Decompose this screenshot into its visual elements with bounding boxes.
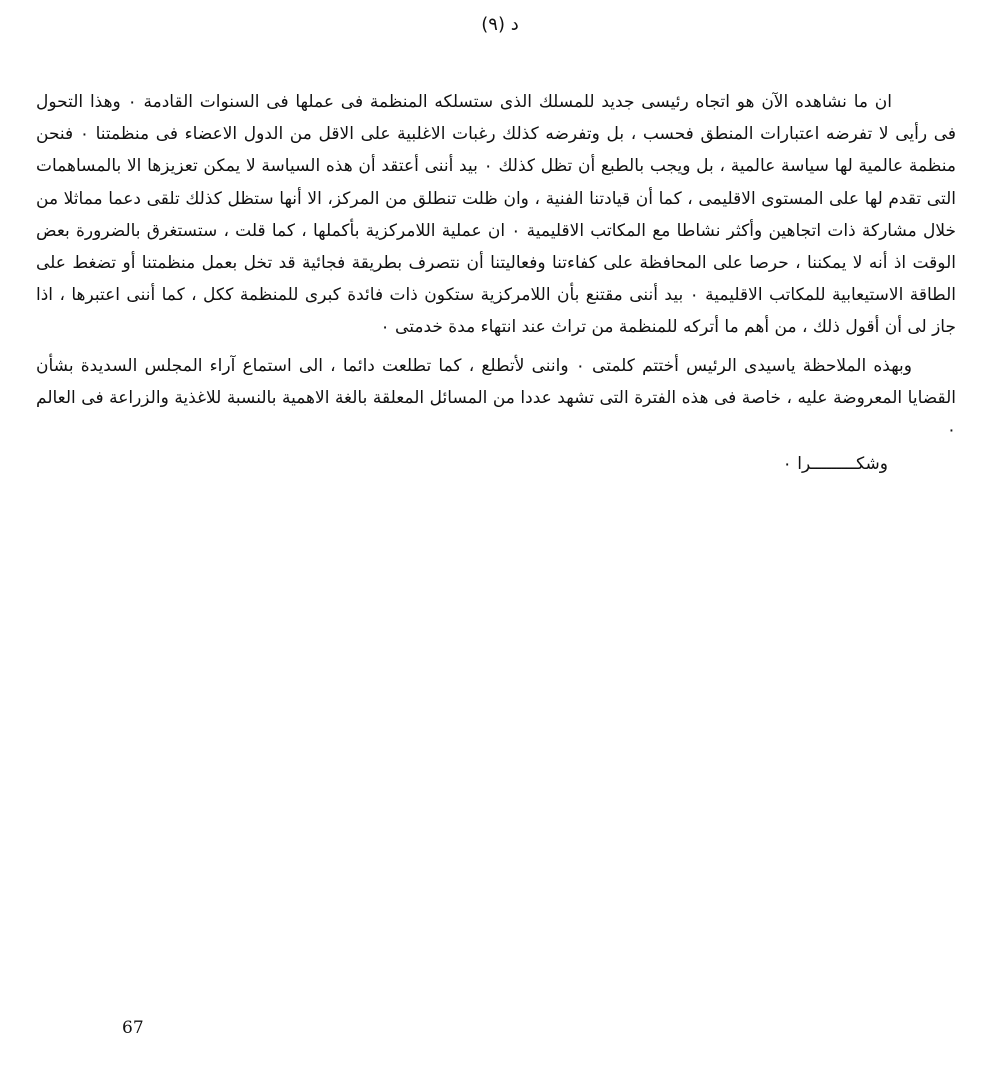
closing-thanks: وشكـــــــــرا ٠ xyxy=(782,454,888,475)
paragraph-decentralization: ان ما نشاهده الآن هو اتجاه رئيسى جديد للمسلك الذى ستسلكه المنظمة فى عملها فى السنوات القادمة ٠ وهذا التحول فى رأيى لا تفرضه اعتبارات المنطق فحسب ، بل وتفرضه كذلك رغبات الاغلبية على الاقل من الدول الاعضاء فى منظمتنا ٠ فنحن منظمة عالمية لها سياسة عالمية ، بل ويجب بالطبع أن تظل كذلك ٠ بيد أننى أعتقد أن هذه السياسة لا يمكن تعزيزها الا بالمساهمات التى تقدم لها على المستوى الاقليمى ، كما أن قيادتنا الفنية ، وان ظلت تنطلق من المركز، الا أنها ستظل كذلك تلقى دعما مماثلا من خلال مشاركة ذات اتجاهين وأكثر نشاطا مع المكاتب الاقليمية ٠ ان عملية اللامركزية بأكملها ، كما قلت ، ستستغرق بالضرورة بعض الوقت اذ أنه لا يمكننا ، حرصا على المحافظة على كفاءتنا وفعاليتنا أن نتصرف بطريقة فجائية قد تخل بعمل منظمتنا أو تضغط على الطاقة الاستيعابية للمكاتب الاقليمية ٠ بيد أننى مقتنع بأن اللامركزية ستكون ذات فائدة كبرى للمنظمة ككل ، كما أننى اعتبرها ، اذا جاز لى أن أقول ذلك ، من أهم ما أتركه للمنظمة من تراث عند انتهاء مدة خدمتى ٠ xyxy=(36,92,956,338)
page-number: 67 xyxy=(122,1018,144,1038)
document-body xyxy=(36,86,956,480)
paragraph-conclusion: وبهذه الملاحظة ياسيدى الرئيس أختتم كلمتى ٠ واننى لأتطلع ، كما تطلعت دائما ، الى استماع آراء المجلس السديدة بشأن القضايا المعروضة عليه ، خاصة فى هذه الفترة التى تشهد عددا من المسائل المعلقة بالغة الاهمية بالنسبة للاغذية والزراعة فى العالم ٠ xyxy=(36,355,956,441)
page-header: د (٩) xyxy=(481,14,519,35)
